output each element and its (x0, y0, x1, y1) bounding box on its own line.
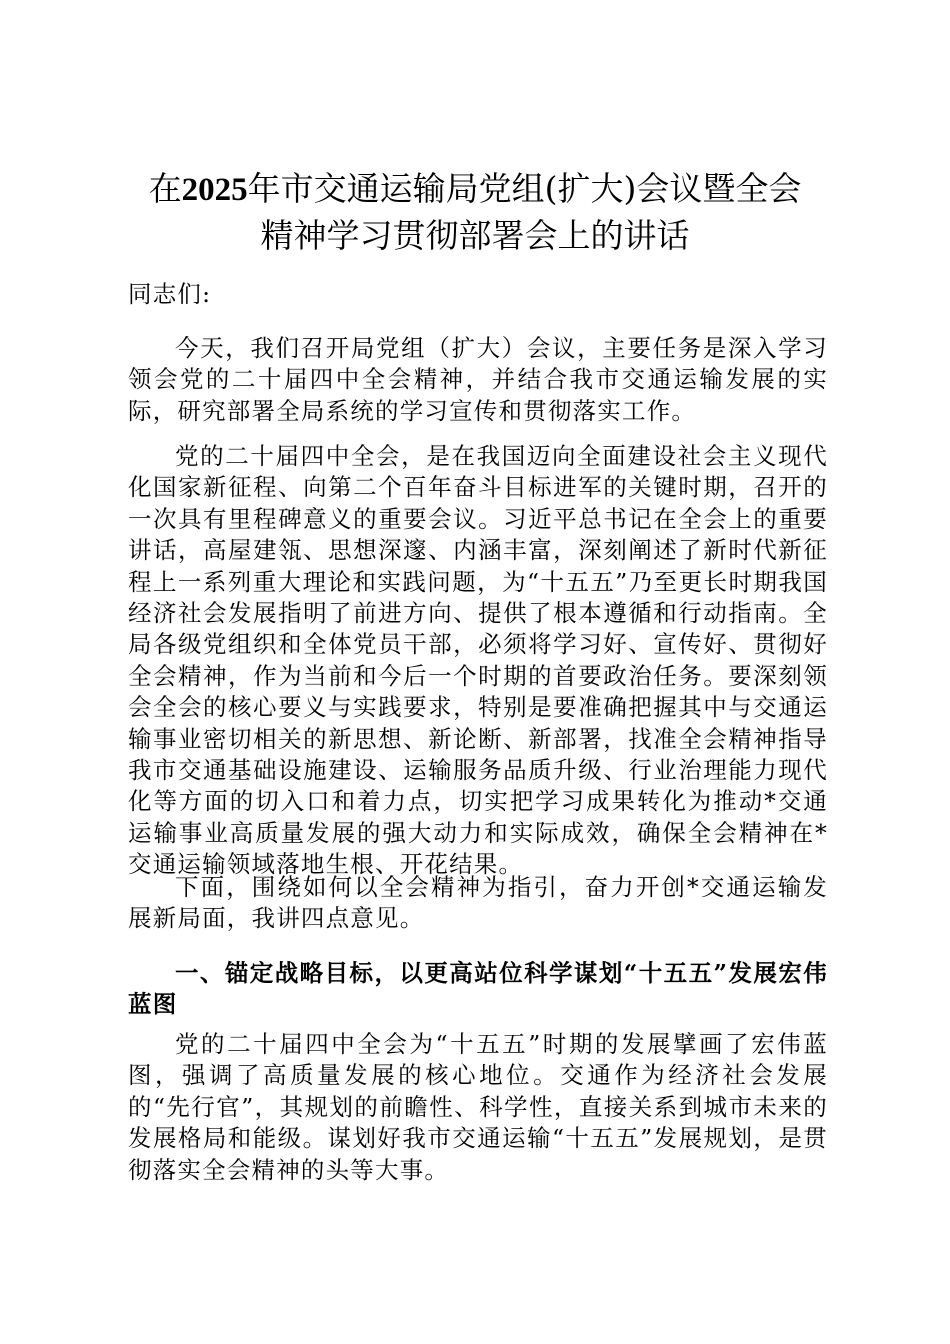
title-prefix: 在 (148, 169, 182, 208)
paragraph-outline: 下面，围绕如何以全会精神为指引，奋力开创*交通运输发展新局面，我讲四点意见。 (128, 873, 828, 933)
paragraph-section-1: 党的二十届四中全会为“十五五”时期的发展擘画了宏伟蓝图，强调了高质量发展的核心地位。交通作为经济社会发展的“先行官”，其规划的前瞻性、科学性，直接关系到城市未来的发展格局和能级。谋划好我市交通运输“十五五”发展规划，是贯彻落实全会精神的头等大事。 (128, 1030, 828, 1184)
title-line2: 精神学习贯彻部署会上的讲话 (260, 216, 690, 255)
salutation: 同志们: (128, 280, 212, 308)
document-title (118, 166, 832, 259)
title-line1-suffix: 年市交通运输局党组(扩大)会议暨全会 (247, 169, 802, 208)
section-heading-1: 一、锚定战略目标，以更高站位科学谋划“十五五”发展宏伟蓝图 (128, 959, 828, 1019)
paragraph-intro: 今天，我们召开局党组（扩大）会议，主要任务是深入学习领会党的二十届四中全会精神，并结合我市交通运输发展的实际，研究部署全局系统的学习宣传和贯彻落实工作。 (128, 334, 828, 425)
paragraph-plenum: 党的二十届四中全会，是在我国迈向全面建设社会主义现代化国家新征程、向第二个百年奋斗目标进军的关键时期，召开的一次具有里程碑意义的重要会议。习近平总书记在全会上的重要讲话，高屋建瓴、思想深邃、内涵丰富，深刻阐述了新时代新征程上一系列重大理论和实践问题，为“十五五”乃至更长时期我国经济社会发展指明了前进方向、提供了根本遵循和行动指南。全局各级党组织和全体党员干部，必须将学习好、宣传好、贯彻好全会精神，作为当前和今后一个时期的首要政治任务。要深刻领会全会的核心要义与实践要求，特别是要准确把握其中与交通运输事业密切相关的新思想、新论断、新部署，找准全会精神指导我市交通基础设施建设、运输服务品质升级、行业治理能力现代化等方面的切入口和着力点，切实把学习成果转化为推动*交通运输事业高质量发展的强大动力和实际成效，确保全会精神在*交通运输领域落地生根、开花结果。 (128, 442, 828, 879)
title-year: 2025 (181, 172, 248, 208)
